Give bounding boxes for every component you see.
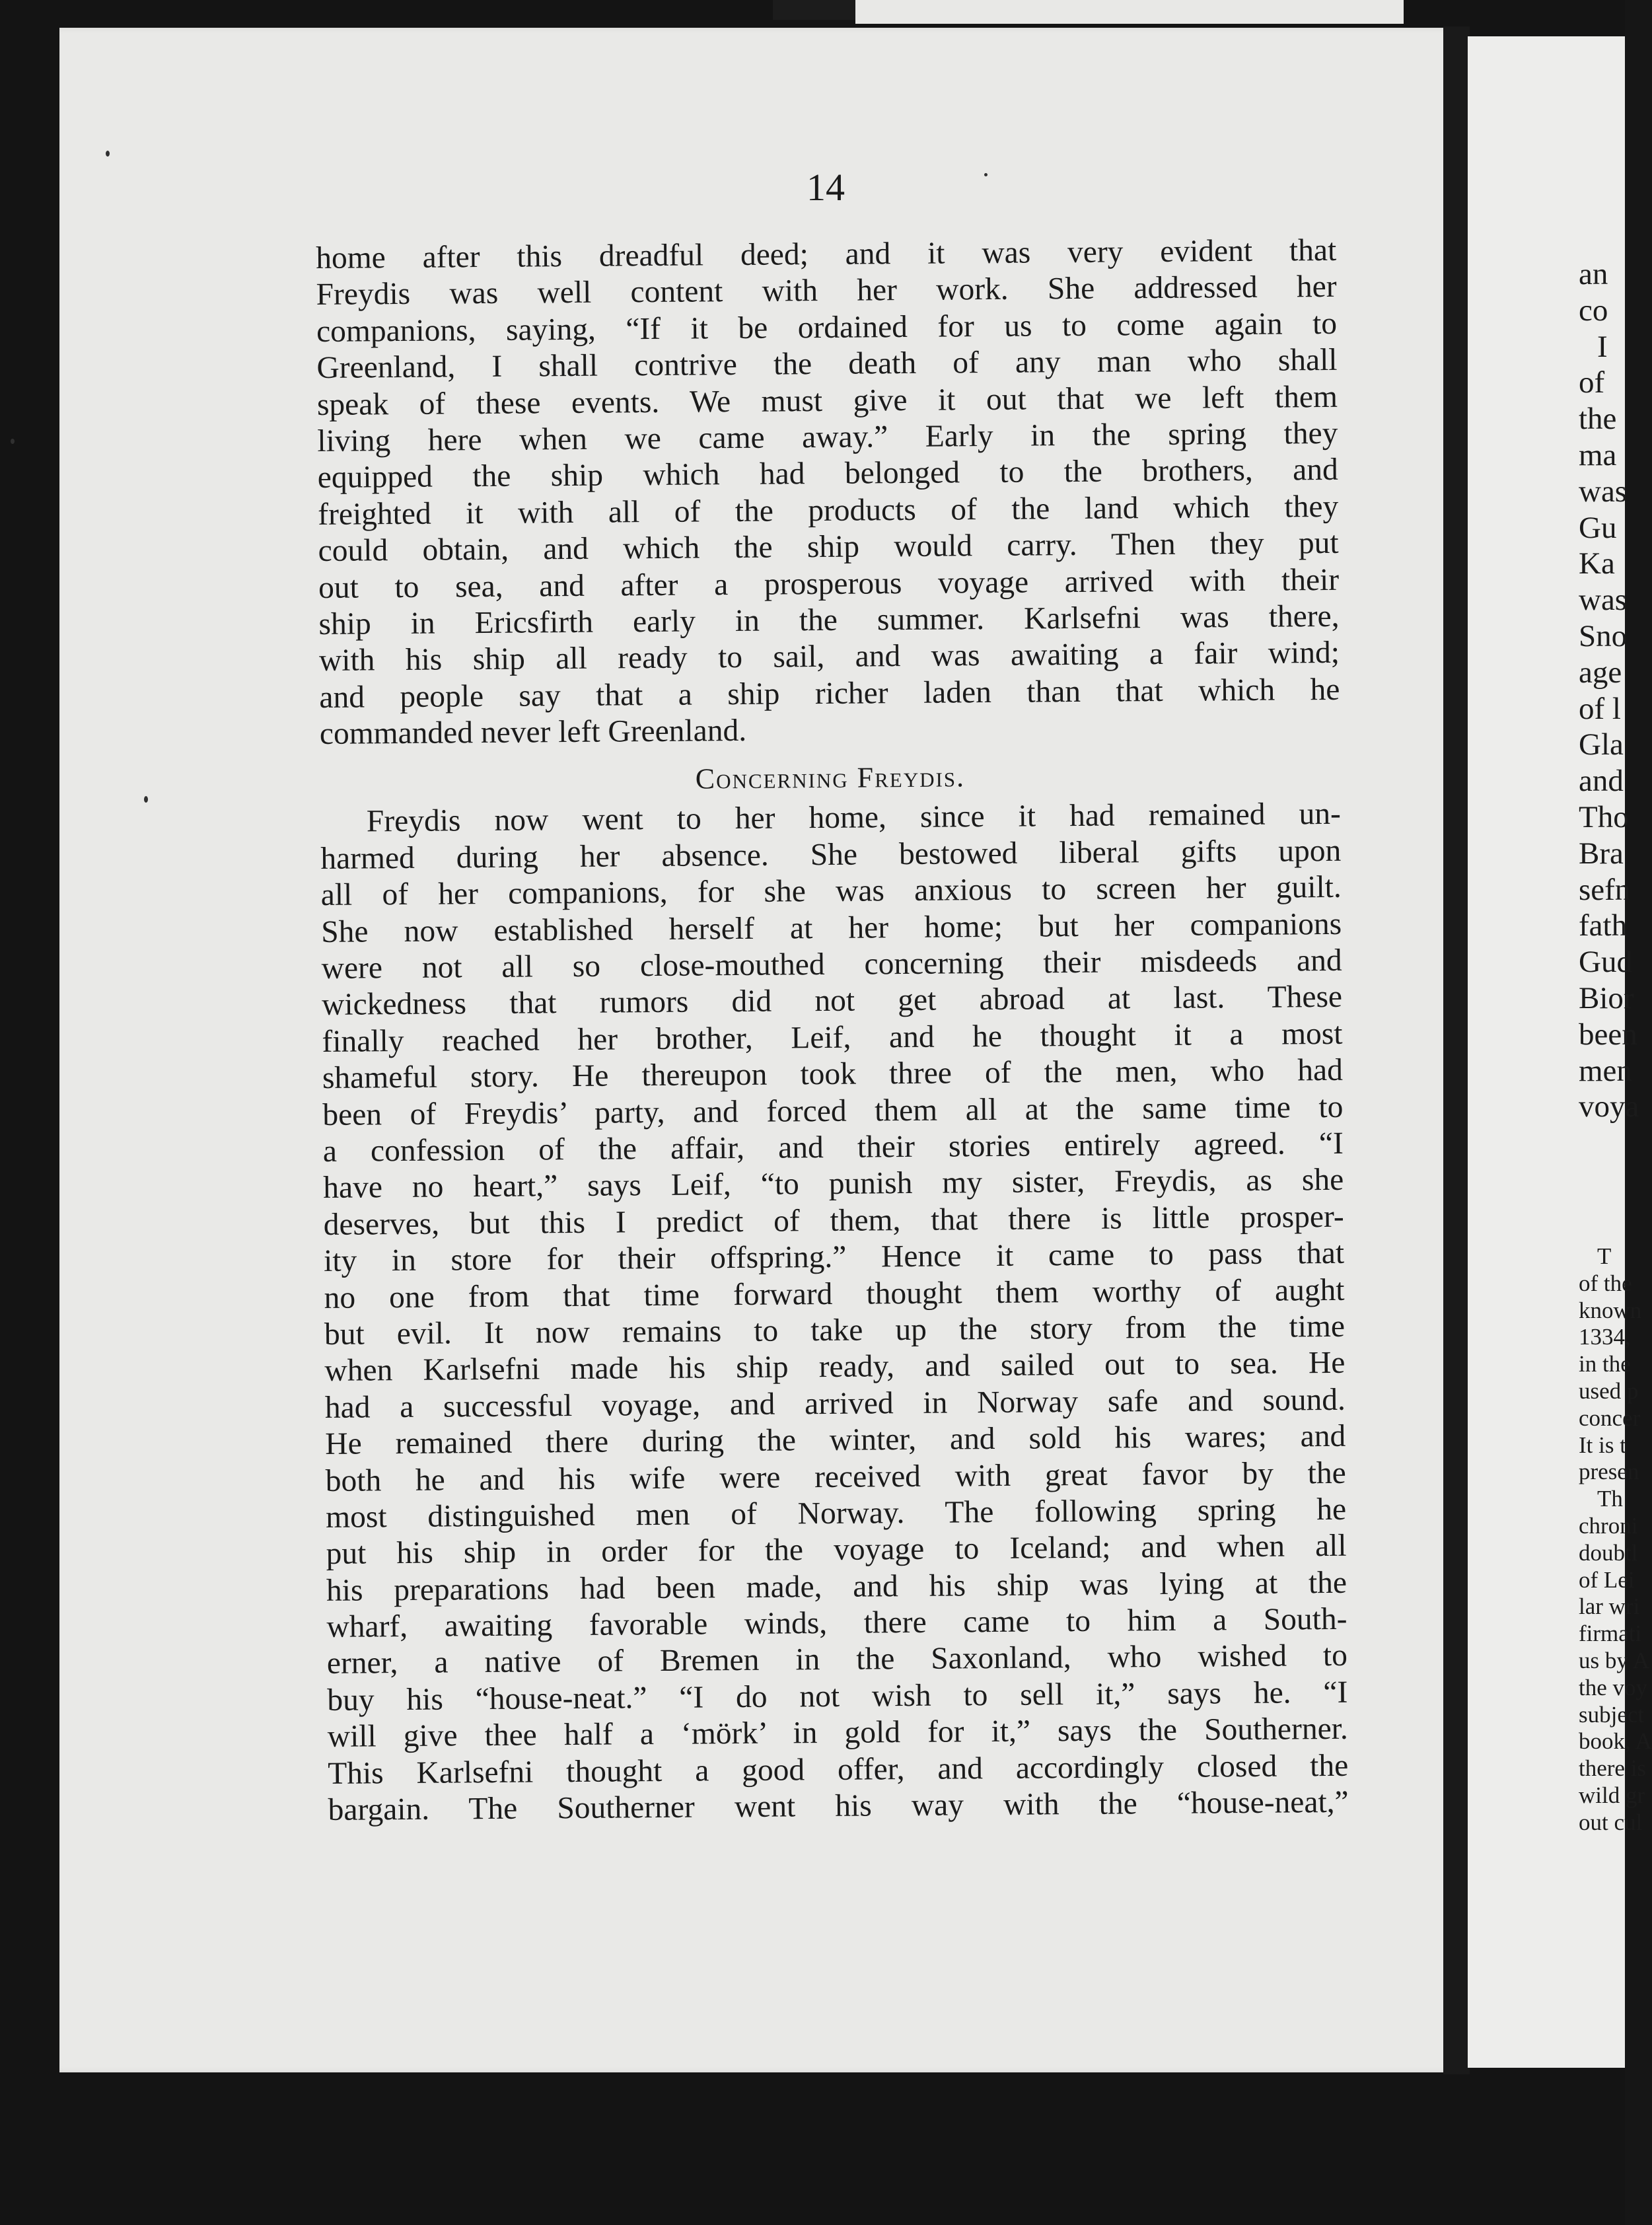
scan-edge-dark [773,0,865,20]
text-line: have no heart,” says Leif, “to punish my sister, Freydis, as she [323,1163,1344,1206]
fragment-line: It is t [1579,1432,1626,1458]
text-line: no one from that time forward thought them worthy of aught [324,1272,1345,1315]
text-line: Freydis was well content with her work. She addressed her [316,270,1337,312]
book-gutter [1443,26,1470,2074]
text-line: living here when we came away.” Early in the spring they [317,416,1338,458]
text-line: commanded never left Greenland. [319,713,747,752]
text-line: put his ship in order for the voyage to Iceland; and when all [326,1529,1347,1572]
facing-page-text-lower [1579,1243,1652,1837]
text-line: been of Freydis’ party, and forced them all at the same time to [322,1089,1344,1132]
fragment-line: Th [1597,1486,1623,1512]
text-line: buy his “house-neat.” “I do not wish to sell it,” says he. “I [327,1675,1348,1718]
text-line: wharf, awaiting favorable winds, there came to him a South- [326,1601,1347,1644]
section-heading: Concerning Freydis. [695,760,966,795]
paper-speck [144,796,148,803]
text-line: could obtain, and which the ship would carry. Then they put [318,525,1339,569]
text-line: She now established herself at her home; but her companions [321,906,1342,949]
text-line: his preparations had been made, and his ship was lying at the [326,1565,1347,1608]
fragment-line: concer [1579,1404,1641,1431]
text-line: This Karlsefni thought a good offer, and accordingly closed the [328,1748,1349,1791]
text-line: had a successful voyage, and arrived in Norway safe and sound. [324,1382,1346,1425]
text-line: will give thee half a ‘mörk’ in gold for it,” says the Southerner. [327,1712,1348,1755]
text-line: wickedness that rumors did not get abroad at last. These [321,980,1343,1023]
text-line: harmed during her absence. She bestowed liberal gifts upon [320,833,1342,876]
text-line: equipped the ship which had belonged to the brothers, and [317,453,1338,495]
fragment-line: 1334, [1579,1324,1631,1350]
fragment-line: of l [1579,691,1621,726]
fragment-line: of [1579,365,1605,400]
page-number: 14 [807,166,845,209]
fragment-line: wild gr [1579,1782,1645,1808]
fragment-line: book, A [1579,1728,1652,1755]
fragment-line: Bior [1579,980,1634,1015]
fragment-line: doubtl [1579,1539,1638,1566]
fragment-line: Gla [1579,727,1624,762]
fragment-line: the [1579,402,1617,437]
fragment-line: us by A [1579,1647,1649,1673]
fragment-line: voya [1579,1089,1639,1124]
text-line: companions, saying, “If it be ordained for us to come again to [316,306,1338,349]
text-line: ship in Ericsfirth early in the summer. Karlsefni was there, [318,599,1340,641]
fragment-line: used p [1579,1377,1639,1404]
text-line: finally reached her brother, Leif, and he thought it a most [322,1016,1343,1059]
fragment-line: known [1579,1297,1642,1323]
fragment-line: firmati [1579,1621,1642,1647]
fragment-line: lar wri [1579,1593,1640,1620]
facing-page-text-upper [1579,256,1639,1125]
fragment-line: Tho [1579,799,1629,834]
fragment-line: I [1597,329,1608,364]
text-line: and people say that a ship richer laden than that which he [319,672,1340,715]
fragment-line: in the [1579,1351,1631,1377]
fragment-line: Bra [1579,836,1624,871]
text-line: both he and his wife were received with great favor by the [325,1455,1346,1498]
text-line: were not all so close-mouthed concerning their misdeeds and [321,943,1342,986]
fragment-line: been [1579,1017,1637,1052]
fragment-line: was [1579,583,1628,618]
fragment-line: fath [1579,908,1628,943]
text-line: deserves, but this I predict of them, that there is little prosper- [323,1199,1344,1242]
fragment-line: subject [1579,1701,1645,1728]
paper-speck [106,151,110,157]
fragment-line: age [1579,655,1622,690]
fragment-line: ma [1579,437,1617,472]
fragment-line: Gud [1579,945,1632,980]
text-line: out to sea, and after a prosperous voyage arrived with their [318,562,1340,605]
paper-speck [11,439,15,444]
text-line: ity in store for their offspring.” Hence it came to pass that [323,1235,1345,1279]
fragment-line: out cul [1579,1809,1643,1835]
fragment-line: chroni [1579,1512,1638,1539]
text-line: home after this dreadful deed; and it was very evident that [316,233,1337,275]
text-line: Greenland, I shall contrive the death of any man who shall [316,343,1338,386]
fragment-line: Gu [1579,510,1617,545]
text-line: when Karlsefni made his ship ready, and sailed out to sea. He [324,1346,1346,1389]
scan-edge-light [855,0,1404,24]
fragment-line: and [1579,764,1624,799]
fragment-line: sefn [1579,872,1631,907]
fragment-line: of Lei [1579,1566,1635,1593]
text-line: Freydis now went to her home, since it had remained un- [366,797,1342,839]
fragment-line: was [1579,474,1628,509]
fragment-line: T [1597,1243,1612,1269]
page-body [316,233,1349,1829]
text-line: erner, a native of Bremen in the Saxonland, who wished to [326,1638,1348,1681]
text-line: most distinguished men of Norway. The following spring he [325,1492,1347,1535]
fragment-line: men [1579,1053,1632,1088]
fragment-line: co [1579,293,1608,328]
fragment-line: Ka [1579,546,1615,581]
paper-speck [984,173,988,176]
text-line: bargain. The Southerner went his way with the “house-neat,” [328,1784,1349,1827]
fragment-line: there is [1579,1755,1647,1782]
text-line: freighted it with all of the products of the land which they [318,489,1339,532]
text-line: with his ship all ready to sail, and was awaiting a fair wind; [318,636,1340,678]
fragment-line: presen [1579,1459,1639,1485]
text-line: a confession of the affair, and their stories entirely agreed. “I [322,1126,1344,1169]
text-line: shameful story. He thereupon took three of the men, who had [322,1053,1344,1096]
text-line: but evil. It now remains to take up the story from the time [324,1309,1346,1352]
fragment-line: the voy [1579,1674,1648,1700]
fragment-line: of the [1579,1270,1632,1296]
text-line: He remained there during the winter, and sold his wares; and [325,1418,1346,1462]
text-line: all of her companions, for she was anxious to screen her guilt. [320,870,1342,913]
fragment-line: an [1579,257,1608,291]
fragment-line: Sno [1579,618,1628,653]
text-line: speak of these events. We must give it out that we left them [316,379,1338,422]
